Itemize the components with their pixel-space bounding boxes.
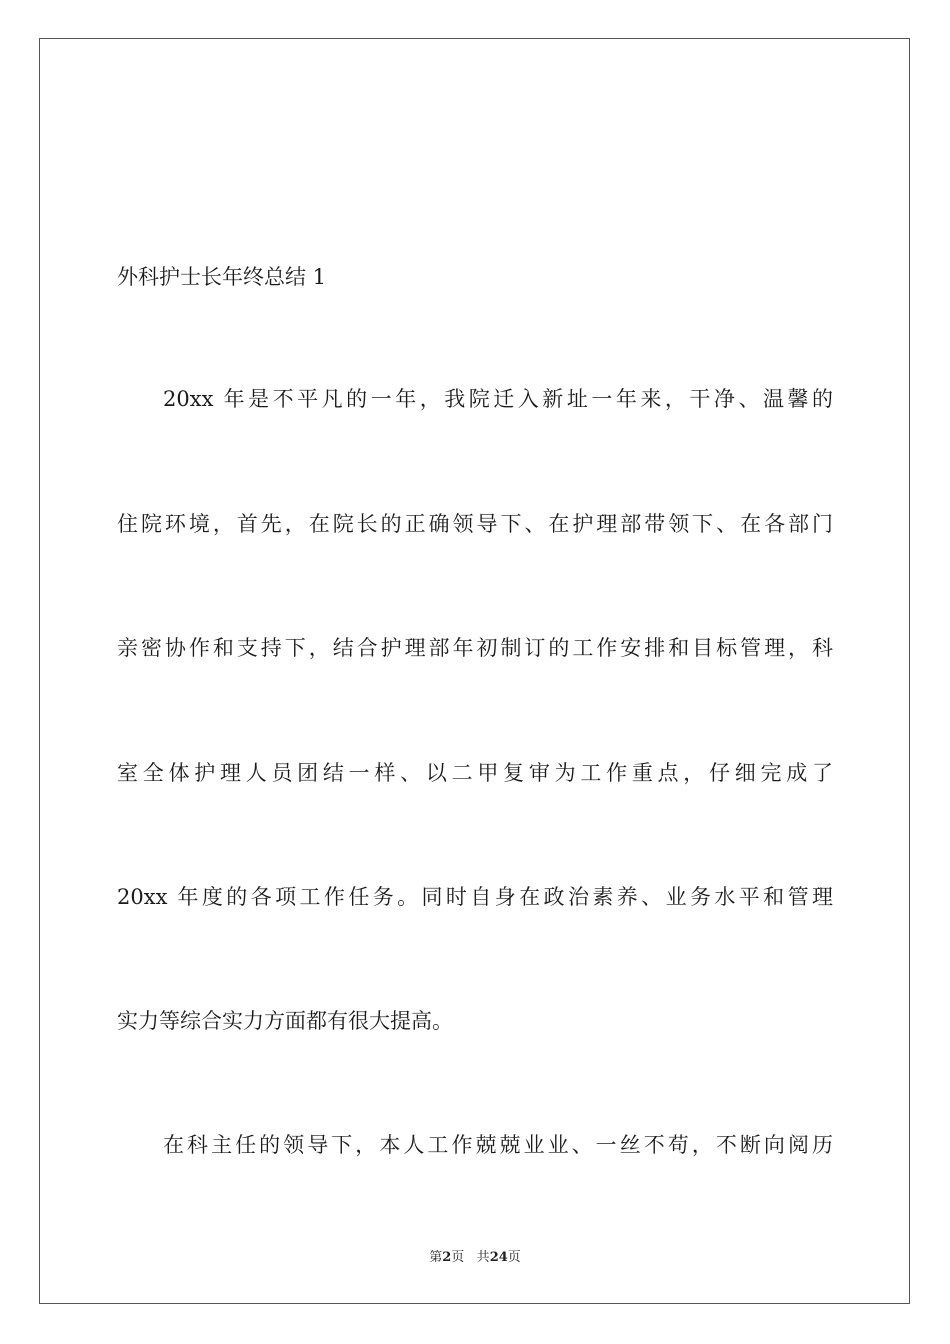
paragraph-line-3: 亲密协作和支持下，结合护理部年初制订的工作安排和目标管理，科	[117, 636, 833, 660]
document-title: 外科护士长年终总结 1	[117, 265, 327, 289]
paragraph-line-4: 室全体护理人员团结一样、以二甲复审为工作重点，仔细完成了	[117, 761, 833, 785]
footer-page-current: 2	[442, 1250, 452, 1265]
paragraph-line-2: 住院环境，首先，在院长的正确领导下、在护理部带领下、在各部门	[117, 512, 833, 536]
footer-page-suffix: 页	[451, 1250, 465, 1265]
paragraph-line-7: 在科主任的领导下，本人工作兢兢业业、一丝不苟，不断向阅历	[163, 1133, 833, 1157]
footer-page-total: 24	[489, 1250, 508, 1265]
page-footer	[0, 1246, 950, 1265]
paragraph-line-5: 20xx 年度的各项工作任务。同时自身在政治素养、业务水平和管理	[117, 885, 833, 909]
footer-total-prefix: 共	[476, 1250, 490, 1265]
footer-page-prefix: 第	[429, 1250, 443, 1265]
paragraph-line-1: 20xx 年是不平凡的一年，我院迁入新址一年来，干净、温馨的	[163, 387, 833, 411]
paragraph-line-6: 实力等综合实力方面都有很大提高。	[117, 1009, 453, 1033]
footer-total-suffix: 页	[507, 1250, 521, 1265]
page-border	[39, 38, 910, 1304]
